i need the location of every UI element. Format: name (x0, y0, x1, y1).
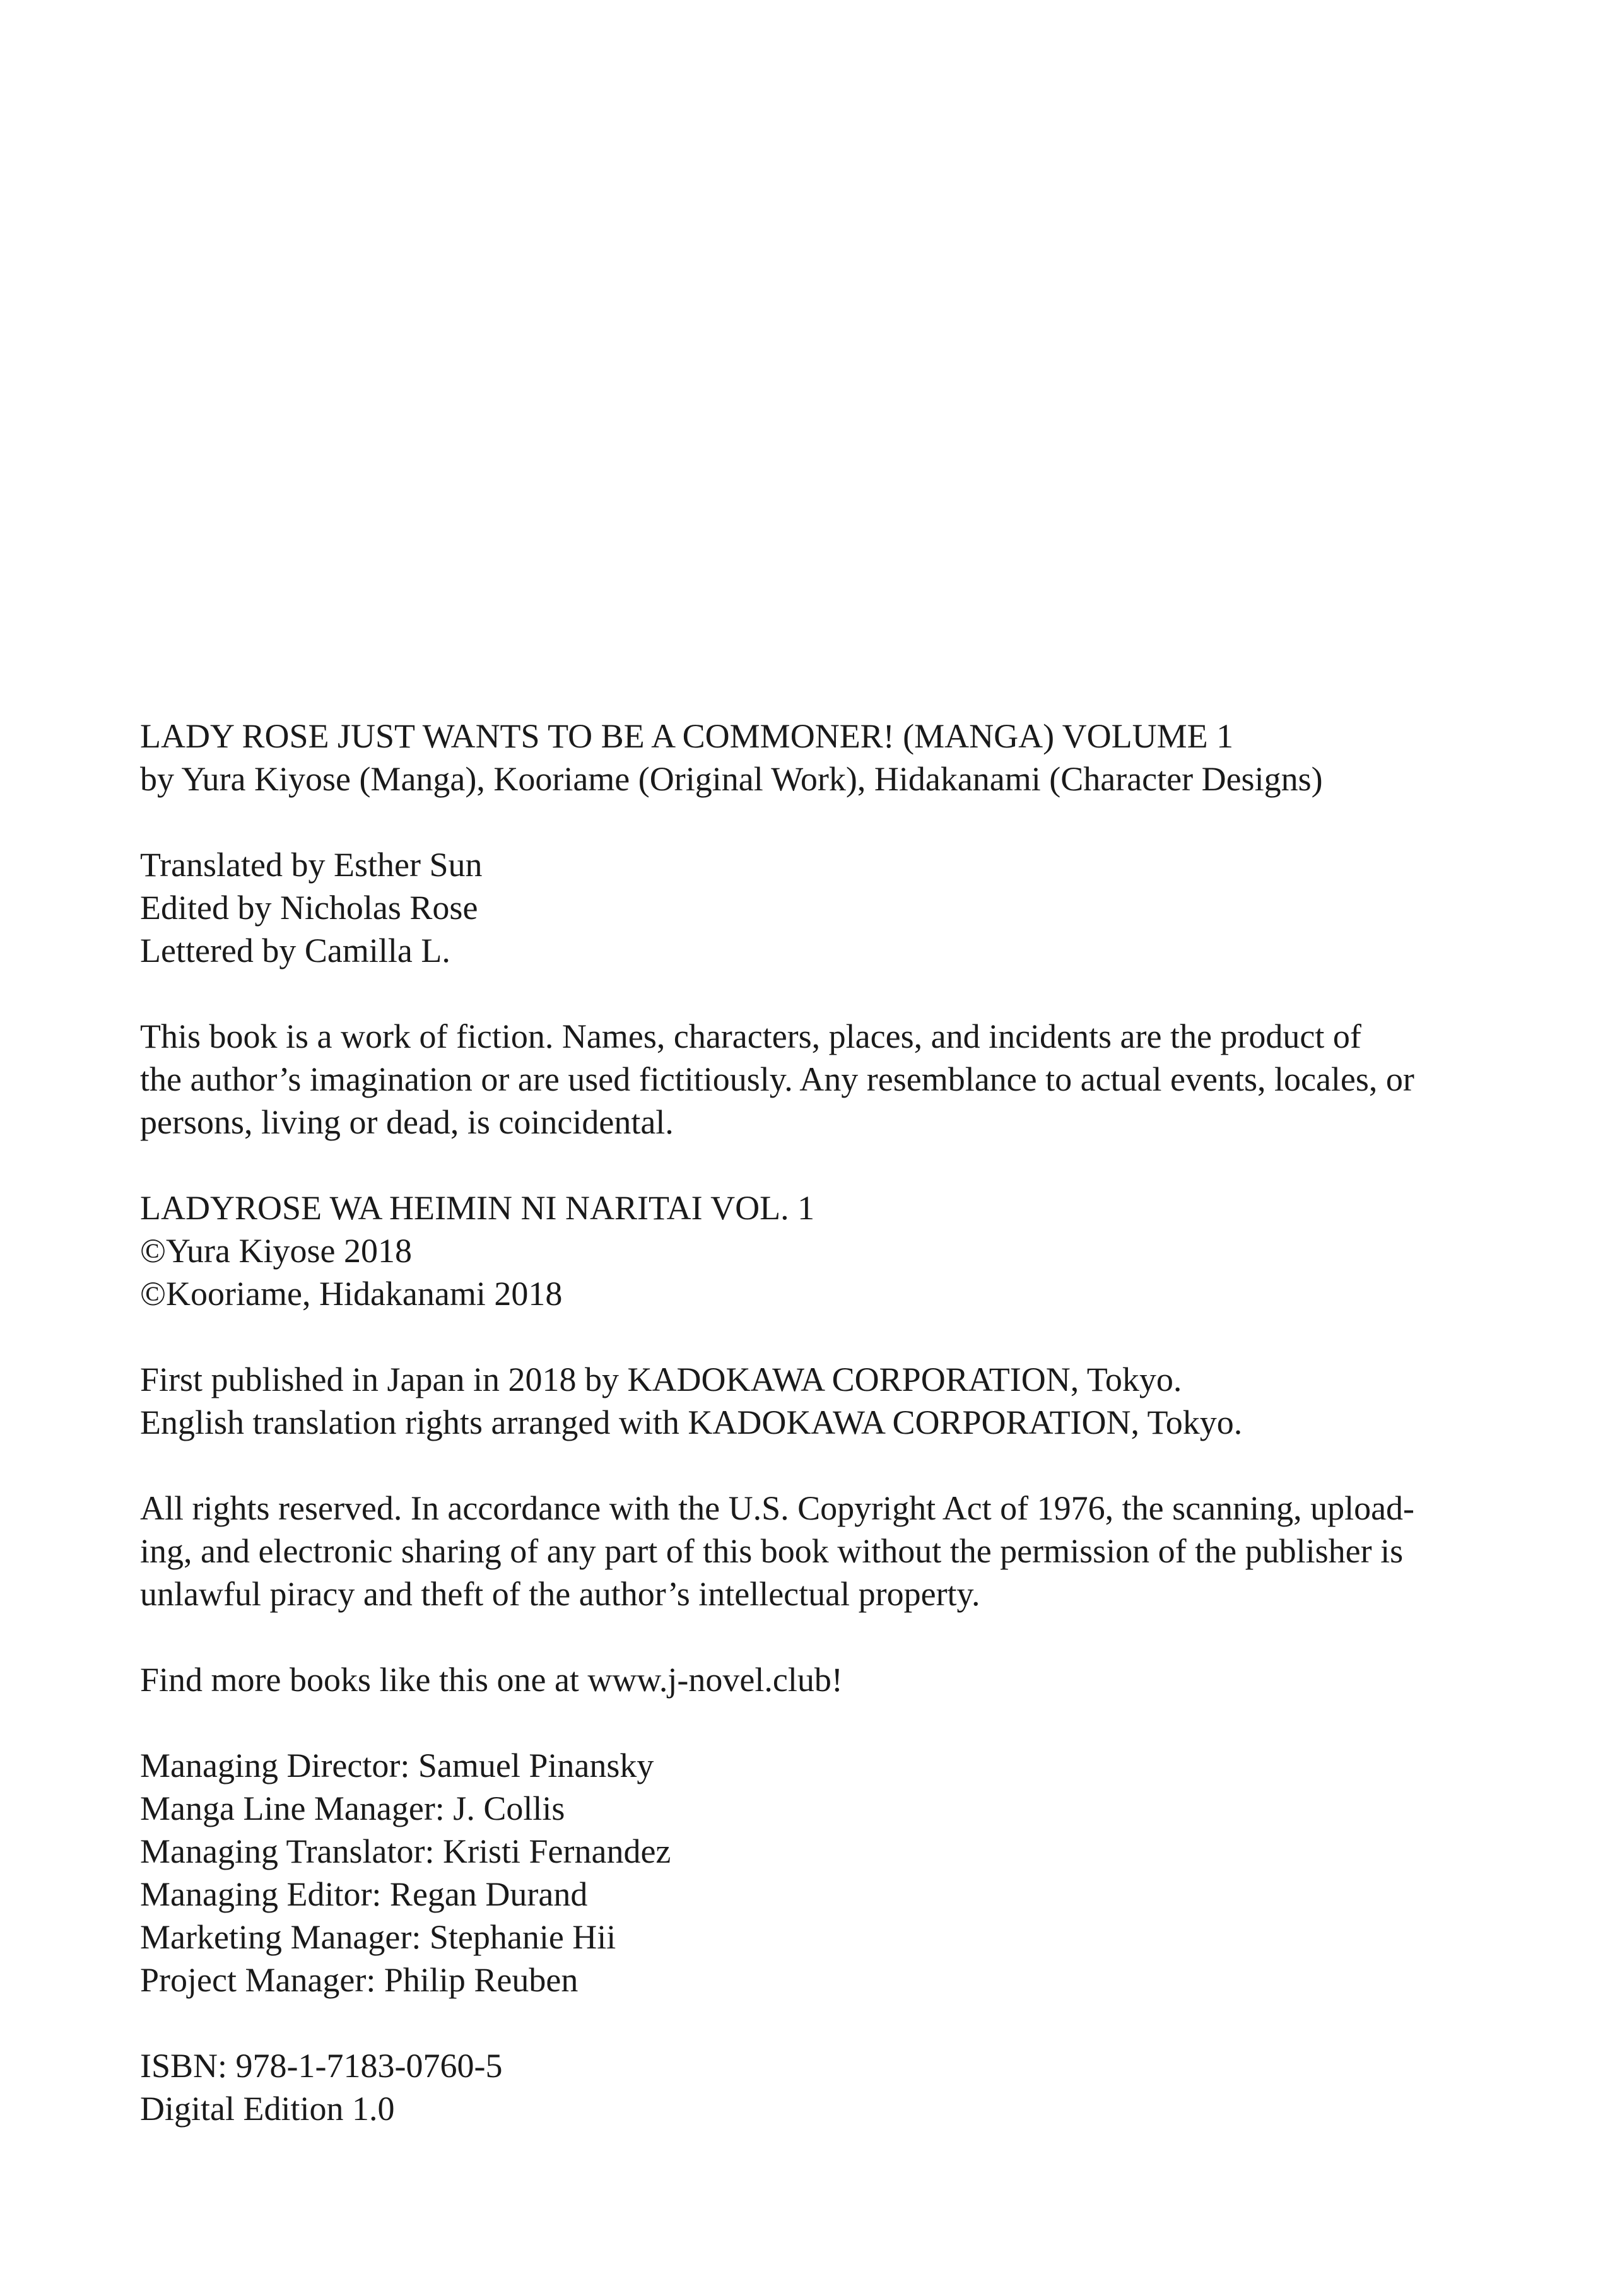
editor-credit: Edited by Nicholas Rose (140, 889, 478, 927)
disclaimer-line: the author’s imagination or are used fictitiously. Any resemblance to actual events, locales, or (140, 1060, 1414, 1098)
staff-marketing-manager: Marketing Manager: Stephanie Hii (140, 1918, 616, 1956)
promo-block (140, 1658, 1496, 1701)
first-published: First published in Japan in 2018 by KADOKAWA CORPORATION, Tokyo. (140, 1361, 1182, 1398)
translator-credit: Translated by Esther Sun (140, 846, 483, 884)
copyright-page (140, 715, 1496, 2173)
edition-version: Digital Edition 1.0 (140, 2090, 395, 2128)
promo-text: Find more books like this one at www.j-novel.club! (140, 1661, 843, 1699)
rights-line: unlawful piracy and theft of the author’s intellectual property. (140, 1575, 980, 1613)
credits-block (140, 843, 1496, 972)
edition-block (140, 2044, 1496, 2130)
byline: by Yura Kiyose (Manga), Kooriame (Original Work), Hidakanami (Character Designs) (140, 760, 1323, 798)
isbn: ISBN: 978-1-7183-0760-5 (140, 2047, 503, 2085)
staff-manga-line-manager: Manga Line Manager: J. Collis (140, 1789, 565, 1827)
letterer-credit: Lettered by Camilla L. (140, 932, 450, 969)
fiction-disclaimer (140, 1015, 1496, 1144)
title-block (140, 715, 1496, 800)
book-title: LADY ROSE JUST WANTS TO BE A COMMONER! (MANGA) VOLUME 1 (140, 717, 1234, 755)
staff-managing-editor: Managing Editor: Regan Durand (140, 1875, 588, 1913)
rights-notice (140, 1487, 1496, 1615)
staff-project-manager: Project Manager: Philip Reuben (140, 1961, 578, 1999)
disclaimer-line: persons, living or dead, is coincidental. (140, 1103, 674, 1141)
original-title: LADYROSE WA HEIMIN NI NARITAI VOL. 1 (140, 1189, 815, 1227)
copyright-manga: ©Yura Kiyose 2018 (140, 1232, 412, 1270)
copyright-original: ©Kooriame, Hidakanami 2018 (140, 1275, 563, 1313)
staff-block (140, 1744, 1496, 2001)
rights-line: ing, and electronic sharing of any part of this book without the permission of the publisher is (140, 1532, 1404, 1570)
translation-rights: English translation rights arranged with KADOKAWA CORPORATION, Tokyo. (140, 1403, 1243, 1441)
rights-line: All rights reserved. In accordance with the U.S. Copyright Act of 1976, the scanning, upload- (140, 1489, 1415, 1527)
publishing-block (140, 1358, 1496, 1444)
disclaimer-line: This book is a work of fiction. Names, characters, places, and incidents are the product of (140, 1017, 1361, 1055)
staff-managing-director: Managing Director: Samuel Pinansky (140, 1747, 654, 1784)
original-work-block (140, 1186, 1496, 1315)
staff-managing-translator: Managing Translator: Kristi Fernandez (140, 1832, 671, 1870)
